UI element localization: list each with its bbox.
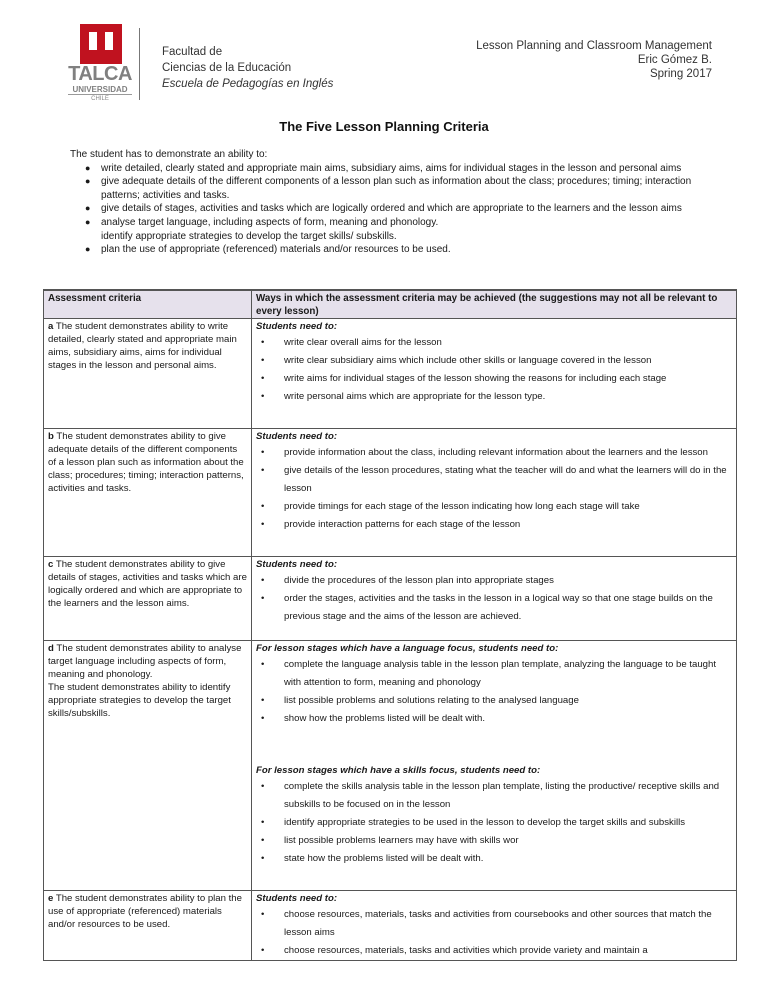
criterion-text: The student demonstrates ability to give details of stages, activities and tasks which are logically ordered and which are appropriate to the learners and the lesson aims. (48, 559, 247, 609)
list-item (256, 832, 732, 850)
list-item (256, 942, 732, 960)
spacer (256, 868, 732, 890)
list-item-text: choose resources, materials, tasks and activities which provide variety and maintain a (284, 945, 648, 956)
criterion-cell (44, 557, 252, 641)
table-row (44, 429, 737, 557)
document-title: The Five Lesson Planning Criteria (279, 119, 489, 134)
header-assessment-criteria: Assessment criteria (44, 290, 252, 319)
ways-list (256, 656, 732, 728)
list-item (256, 850, 732, 868)
intro-section (70, 148, 710, 257)
criterion-text: The student demonstrates ability to write detailed, clearly stated and appropriate main aims, subsidiary aims, aims for individual stages in the lesson and personal aims. (48, 321, 237, 371)
table-row (44, 891, 737, 961)
logo-notch-left (89, 32, 97, 50)
faculty-line-3: Escuela de Pedagogías en Inglés (162, 78, 334, 90)
list-item-text: choose resources, materials, tasks and activities from coursebooks and other sources that match the lesson aims (284, 909, 712, 938)
list-item (256, 814, 732, 832)
list-item-text: state how the problems listed will be dealt with. (284, 853, 484, 864)
criterion-cell (44, 429, 252, 557)
ability-text: plan the use of appropriate (referenced) materials and/or resources to be used. (101, 244, 451, 256)
list-item (256, 516, 732, 534)
ability-item (70, 202, 710, 216)
ability-list (70, 162, 710, 257)
criterion-letter: e (48, 893, 54, 904)
university-logo (66, 24, 134, 102)
list-item (256, 778, 732, 814)
bullet-icon: ● (85, 162, 91, 173)
faculty-line-2: Ciencias de la Educación (162, 62, 292, 74)
list-item-text: write personal aims which are appropriate for the lesson type. (284, 391, 546, 402)
list-item (256, 572, 732, 590)
list-item-text: identify appropriate strategies to be used in the lesson to develop the target skills and subskills (284, 817, 686, 828)
ways-list (256, 334, 732, 406)
list-item (256, 710, 732, 728)
bullet-icon: ● (85, 216, 91, 227)
spacer (256, 406, 732, 428)
ways-intro: For lesson stages which have a language focus, students need to: (256, 643, 559, 654)
list-item (256, 498, 732, 516)
logo-subtitle: UNIVERSIDAD (68, 85, 132, 95)
table-row (44, 557, 737, 641)
ability-item (70, 162, 710, 176)
talca-university-logo-icon (80, 24, 122, 64)
ways-intro: Students need to: (256, 559, 338, 570)
list-item (256, 692, 732, 710)
list-item-text: provide interaction patterns for each stage of the lesson (284, 519, 521, 530)
spacer (256, 534, 732, 556)
ability-text: give details of stages, activities and tasks which are logically ordered and which are appropriate to the learners and the lesson aims (101, 203, 682, 215)
ways-intro: Students need to: (256, 431, 338, 442)
logo-notch-right (105, 32, 113, 50)
list-item (256, 656, 732, 692)
bullet-icon: ● (85, 203, 91, 214)
course-term: Spring 2017 (649, 68, 712, 80)
list-item-text: list possible problems and solutions relating to the analysed language (284, 695, 579, 706)
criterion-text-2: The student demonstrates ability to identify appropriate strategies to develop the target skills/subskills. (48, 682, 231, 719)
list-item-text: give details of the lesson procedures, stating what the teacher will do and what the learners will do in the lesson (284, 465, 727, 494)
bullet-icon: ● (85, 244, 91, 255)
list-item (256, 462, 732, 498)
bullet-icon: • (261, 373, 265, 384)
spacer (256, 750, 732, 764)
bullet-icon: ● (85, 176, 91, 187)
ways-intro: Students need to: (256, 321, 338, 332)
faculty-line-1: Facultad de (162, 46, 223, 58)
criterion-text: The student demonstrates ability to plan the use of appropriate (referenced) materials and/or resources to be used. (48, 893, 242, 930)
ways-list-skills (256, 778, 732, 868)
bullet-icon: • (261, 781, 265, 792)
ability-text: analyse target language, including aspects of form, meaning and phonology. (101, 216, 439, 228)
criterion-cell (44, 641, 252, 891)
list-item-text: show how the problems listed will be dealt with. (284, 713, 486, 724)
criterion-text: The student demonstrates ability to give adequate details of the different components of a lesson plan such as information about the class; procedures; timing; interaction patterns, activities and tasks. (48, 431, 244, 494)
intro-text: The student has to demonstrate an ability to: (70, 149, 268, 160)
bullet-icon: • (261, 575, 265, 586)
bullet-icon: • (261, 817, 265, 828)
course-title: Lesson Planning and Classroom Management (476, 40, 712, 52)
criterion-cell (44, 891, 252, 961)
table-header-row (44, 290, 737, 319)
table-row (44, 641, 737, 891)
table-row (44, 319, 737, 429)
spacer (256, 626, 732, 640)
list-item-text: write clear subsidiary aims which include other skills or language covered in the lesson (284, 355, 652, 366)
logo-country: CHILE (91, 96, 109, 102)
bullet-icon: • (261, 909, 265, 920)
ability-text: write detailed, clearly stated and appropriate main aims, subsidiary aims, aims for individual stages in the lesson and personal aims (101, 162, 682, 174)
criterion-letter: c (48, 559, 54, 570)
bullet-icon: • (261, 447, 265, 458)
list-item-text: write aims for individual stages of the lesson showing the reasons for including each stage (284, 373, 667, 384)
list-item-text: order the stages, activities and the tasks in the lesson in a logical way so that one stage builds on the previous stage and the aims of the lesson are achieved. (284, 593, 713, 622)
ways-cell (252, 891, 737, 961)
ways-cell (252, 429, 737, 557)
list-item-text: write clear overall aims for the lesson (284, 337, 442, 348)
ways-intro: Students need to: (256, 893, 338, 904)
header-divider (139, 28, 140, 100)
bullet-icon: • (261, 465, 265, 476)
logo-name: TALCA (68, 63, 132, 85)
bullet-icon: • (261, 391, 265, 402)
bullet-icon: • (261, 713, 265, 724)
criterion-letter: b (48, 431, 54, 442)
bullet-icon: • (261, 355, 265, 366)
ways-list (256, 906, 732, 960)
criteria-table (43, 289, 737, 961)
ways-list (256, 444, 732, 534)
ability-text: give adequate details of the different components of a lesson plan such as information about the class; procedures; timing; interaction patterns; activities and tasks. (101, 176, 692, 201)
list-item (256, 388, 732, 406)
bullet-icon: • (261, 337, 265, 348)
course-info (476, 39, 712, 81)
bullet-icon: • (261, 593, 265, 604)
list-item (256, 444, 732, 462)
spacer (256, 728, 732, 750)
bullet-icon: • (261, 501, 265, 512)
criterion-text: The student demonstrates ability to analyse target language including aspects of form, meaning and phonology. (48, 643, 242, 680)
ways-cell (252, 557, 737, 641)
faculty-block (162, 44, 333, 92)
list-item-text: complete the skills analysis table in the lesson plan template, listing the productive/ receptive skills and subskills to be focused on in the lesson (284, 781, 720, 810)
course-author: Eric Gómez B. (637, 54, 712, 66)
header-ways-achieved: Ways in which the assessment criteria may be achieved (the suggestions may not all be relevant to every lesson) (252, 290, 737, 319)
list-item-text: divide the procedures of the lesson plan into appropriate stages (284, 575, 554, 586)
ways-intro-skills: For lesson stages which have a skills focus, students need to: (256, 765, 541, 776)
ability-item (70, 175, 710, 202)
list-item-text: list possible problems learners may have with skills wor (284, 835, 519, 846)
bullet-icon: • (261, 659, 265, 670)
list-item (256, 352, 732, 370)
bullet-icon: • (261, 695, 265, 706)
list-item-text: complete the language analysis table in the lesson plan template, analyzing the language to be taught with attention to form, meaning and phonology (284, 659, 717, 688)
criterion-letter: a (48, 321, 54, 332)
ability-item (70, 243, 710, 257)
ways-cell (252, 641, 737, 891)
list-item (256, 334, 732, 352)
ways-cell (252, 319, 737, 429)
criterion-cell (44, 319, 252, 429)
list-item (256, 906, 732, 942)
ability-item (70, 216, 710, 243)
list-item (256, 590, 732, 626)
bullet-icon: • (261, 519, 265, 530)
list-item-text: provide information about the class, including relevant information about the learners and the lesson (284, 447, 708, 458)
bullet-icon: • (261, 945, 265, 956)
ability-text-continuation: identify appropriate strategies to develop the target skills/ subskills. (101, 230, 397, 242)
bullet-icon: • (261, 835, 265, 846)
bullet-icon: • (261, 853, 265, 864)
list-item-text: provide timings for each stage of the lesson indicating how long each stage will take (284, 501, 640, 512)
list-item (256, 370, 732, 388)
ways-list (256, 572, 732, 626)
criterion-letter: d (48, 643, 54, 654)
